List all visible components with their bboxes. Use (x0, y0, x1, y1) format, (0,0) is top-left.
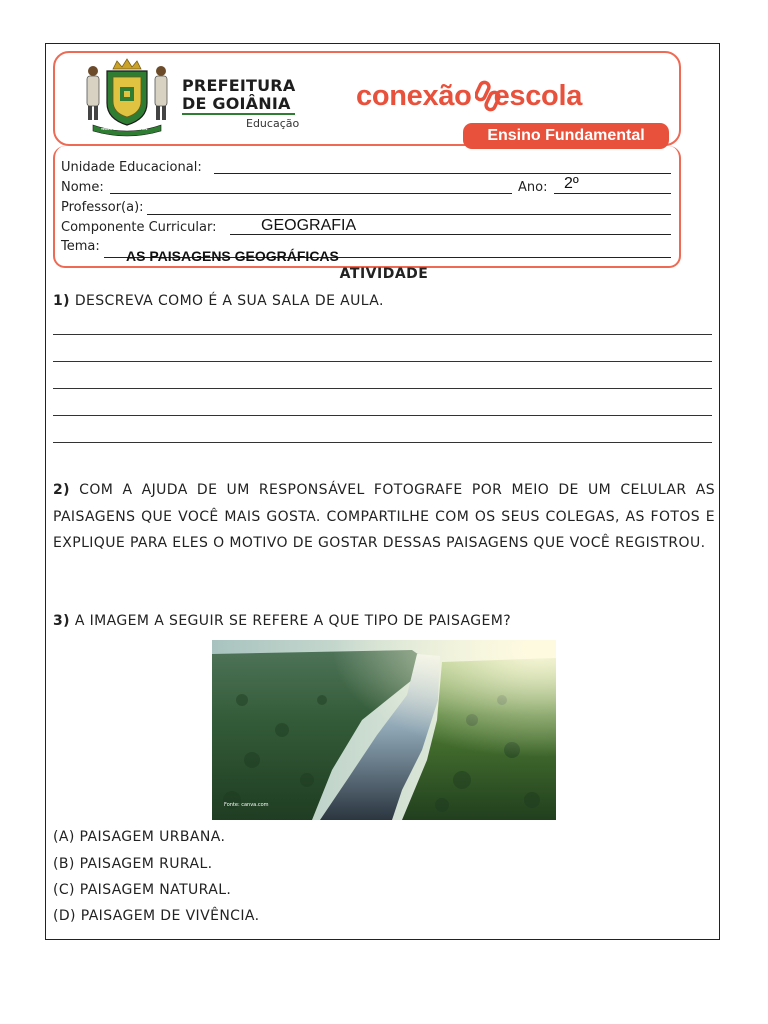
option-b[interactable]: (B) PAISAGEM RURAL. (53, 856, 213, 872)
q3-number: 3) (53, 613, 70, 629)
river-forest-illustration (212, 640, 556, 820)
question-3 (53, 613, 715, 629)
option-a[interactable]: (A) PAISAGEM URBANA. (53, 829, 226, 845)
professor-label: Professor(a): (61, 200, 144, 215)
goiania-crest-logo (77, 57, 177, 137)
ano-line (554, 193, 671, 194)
componente-value: GEOGRAFIA (261, 217, 357, 234)
chain-link-icon (475, 79, 501, 113)
conexao-escola-logo (356, 80, 582, 113)
q2-number: 2) (53, 482, 70, 498)
brand-right: escola (493, 80, 583, 112)
unidade-label: Unidade Educacional: (61, 160, 202, 175)
photo-credit: Fonte: canva.com (224, 802, 269, 808)
prefeitura-line1: PREFEITURA (182, 76, 296, 95)
prefeitura-title (182, 77, 295, 113)
option-d[interactable]: (D) PAISAGEM DE VIVÊNCIA. (53, 908, 260, 924)
brand-left: conexão (356, 80, 472, 112)
prefeitura-subtitle: Educação (246, 117, 300, 130)
ensino-fundamental-tab: Ensino Fundamental (463, 123, 669, 149)
prefeitura-underline (182, 113, 295, 115)
answer-line[interactable] (53, 388, 712, 389)
prefeitura-line2: DE GOIÂNIA (182, 94, 291, 113)
q1-text: DESCREVA COMO É A SUA SALA DE AULA. (74, 293, 384, 309)
ano-label: Ano: (518, 180, 548, 195)
tema-value: AS PAISAGENS GEOGRÁFICAS (126, 248, 339, 264)
q1-number: 1) (53, 293, 70, 309)
answer-line[interactable] (53, 442, 712, 443)
river-forest-photo (212, 640, 556, 820)
tema-label: Tema: (61, 239, 100, 254)
answer-line[interactable] (53, 415, 712, 416)
question-2 (53, 477, 715, 557)
option-c[interactable]: (C) PAISAGEM NATURAL. (53, 882, 232, 898)
q2-text: COM A AJUDA DE UM RESPONSÁVEL FOTOGRAFE POR MEIO DE UM CELULAR AS PAISAGENS QUE VOCÊ MAIS GOSTA. COMPARTILHE COM OS SEUS COLEGAS, AS FOTOS E EXPLIQUE PARA ELES O MOTIVO DE GOSTAR DESSAS PAISAGENS QUE VOCÊ REGISTROU. (53, 482, 715, 551)
ano-value: 2º (564, 175, 579, 192)
answer-line[interactable] (53, 361, 712, 362)
nome-line (110, 193, 512, 194)
activity-title: ATIVIDADE (339, 266, 429, 282)
answer-line[interactable] (53, 334, 712, 335)
unidade-line (214, 173, 671, 174)
professor-line (147, 214, 671, 215)
q3-text: A IMAGEM A SEGUIR SE REFERE A QUE TIPO DE PAISAGEM? (74, 613, 512, 629)
componente-label: Componente Curricular: (61, 220, 217, 235)
crest-motto: TERRA GOIANENSE DO PAÍS (101, 127, 148, 131)
nome-label: Nome: (61, 180, 104, 195)
question-1 (53, 293, 715, 309)
